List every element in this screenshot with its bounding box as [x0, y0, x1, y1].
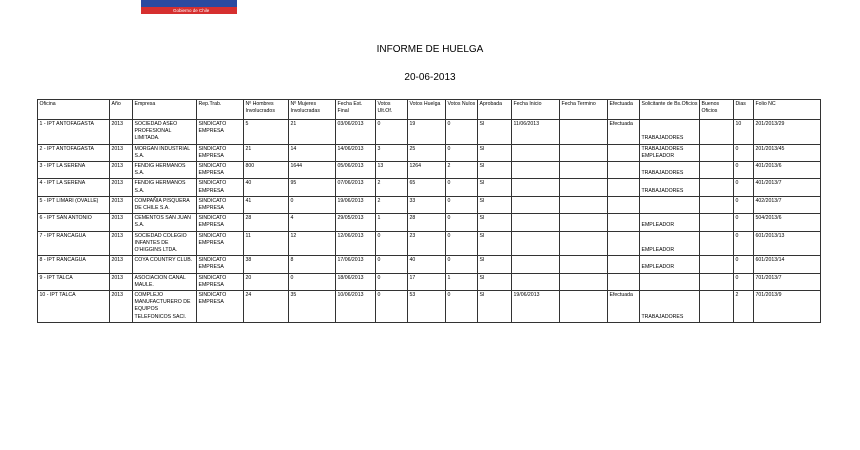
table-cell: 28	[408, 214, 446, 231]
table-cell	[560, 196, 608, 213]
table-cell: 17/06/2013	[336, 256, 376, 273]
table-cell	[512, 196, 560, 213]
table-cell: SINDICATO EMPRESA	[197, 144, 244, 161]
table-cell: 21	[289, 120, 336, 145]
table-cell: 8 - IPT RANCAGUA	[38, 256, 110, 273]
table-cell: 95	[289, 179, 336, 196]
table-cell: 0	[289, 196, 336, 213]
table-cell	[560, 273, 608, 290]
table-cell: 53	[408, 291, 446, 323]
column-header: Solicitante de Bs.Oficios	[640, 100, 700, 120]
table-cell	[608, 162, 640, 179]
table-cell	[700, 273, 734, 290]
table-header-row	[38, 100, 821, 120]
table-cell: 0	[376, 256, 408, 273]
table-cell: EMPLEADOR	[640, 256, 700, 273]
table-cell: 07/06/2013	[336, 179, 376, 196]
table-cell: COMPAÑIA PISQUERA DE CHILE S.A.	[133, 196, 197, 213]
table-cell	[608, 196, 640, 213]
table-cell: SI	[478, 214, 512, 231]
table-row	[38, 231, 821, 256]
table-cell: SI	[478, 196, 512, 213]
table-cell: 2013	[110, 144, 133, 161]
table-cell: 0	[446, 256, 478, 273]
column-header: Votos Huelga	[408, 100, 446, 120]
logo-blue-band	[141, 0, 237, 7]
table-cell: SI	[478, 144, 512, 161]
table-cell	[640, 273, 700, 290]
table-cell: 0	[376, 120, 408, 145]
table-cell: 9 - IPT TALCA	[38, 273, 110, 290]
table-cell: 601/2013/14	[754, 256, 821, 273]
table-cell: COMPLEJO MANUFACTURERO DE EQUIPOS TELEFONICOS SACI.	[133, 291, 197, 323]
table-cell: 0	[734, 179, 754, 196]
table-cell: 0	[734, 196, 754, 213]
table-row	[38, 144, 821, 161]
column-header: Nº Mujeres Involucradas	[289, 100, 336, 120]
table-cell: FENDIG HERMANOS S.A.	[133, 162, 197, 179]
table-cell: FENDIG HERMANOS S.A.	[133, 179, 197, 196]
column-header: Folio NC	[754, 100, 821, 120]
table-cell	[512, 144, 560, 161]
table-cell: 5	[244, 120, 289, 145]
table-cell: SI	[478, 291, 512, 323]
table-cell: 13	[376, 162, 408, 179]
table-cell	[700, 231, 734, 256]
table-cell: 0	[734, 231, 754, 256]
report-date: 20-06-2013	[404, 72, 456, 83]
gobierno-logo	[141, 0, 237, 14]
table-cell: 1 - IPT ANTOFAGASTA	[38, 120, 110, 145]
table-cell: 6 - IPT SAN ANTONIO	[38, 214, 110, 231]
table-cell	[608, 179, 640, 196]
table-cell: TRABAJADORES	[640, 291, 700, 323]
table-row	[38, 256, 821, 273]
table-cell: 1264	[408, 162, 446, 179]
table-cell: SI	[478, 273, 512, 290]
table-cell	[700, 162, 734, 179]
table-cell: 41	[244, 196, 289, 213]
table-cell: Efectuada	[608, 291, 640, 323]
table-cell: 7 - IPT RANCAGUA	[38, 231, 110, 256]
table-cell	[700, 291, 734, 323]
table-cell: 0	[446, 231, 478, 256]
table-cell	[512, 273, 560, 290]
table-cell	[512, 179, 560, 196]
table-cell	[560, 162, 608, 179]
table-cell: 0	[734, 256, 754, 273]
table-cell: 18/06/2013	[336, 273, 376, 290]
table-cell: 201/2013/45	[754, 144, 821, 161]
table-cell: 65	[408, 179, 446, 196]
table-cell: 24	[244, 291, 289, 323]
table-cell: 3 - IPT LA SERENA	[38, 162, 110, 179]
column-header: Buenos Oficios	[700, 100, 734, 120]
table-cell: 0	[446, 120, 478, 145]
table-row	[38, 291, 821, 323]
table-cell: 2013	[110, 273, 133, 290]
table-cell: 21	[244, 144, 289, 161]
table-cell: 0	[446, 144, 478, 161]
table-cell: 201/2013/29	[754, 120, 821, 145]
table-cell: SI	[478, 256, 512, 273]
table-cell: 1644	[289, 162, 336, 179]
table-cell: TRABAJADORES	[640, 162, 700, 179]
table-cell	[700, 196, 734, 213]
table-cell: 2013	[110, 231, 133, 256]
table-cell: 701/2013/7	[754, 273, 821, 290]
table-cell: 0	[446, 214, 478, 231]
table-cell: 0	[734, 214, 754, 231]
table-cell: SINDICATO EMPRESA	[197, 291, 244, 323]
table-cell: 0	[376, 273, 408, 290]
table-cell: 2013	[110, 179, 133, 196]
table-cell: 14	[289, 144, 336, 161]
table-cell: SI	[478, 179, 512, 196]
column-header: Votos Ult.Of.	[376, 100, 408, 120]
table-cell: 8	[289, 256, 336, 273]
table-cell: 601/2013/13	[754, 231, 821, 256]
table-cell	[608, 256, 640, 273]
table-cell: SINDICATO EMPRESA	[197, 179, 244, 196]
table-cell: 504/2013/6	[754, 214, 821, 231]
table-cell	[608, 231, 640, 256]
table-cell: COYA COUNTRY CLUB.	[133, 256, 197, 273]
table-cell: 0	[734, 273, 754, 290]
table-cell	[512, 231, 560, 256]
table-cell	[700, 214, 734, 231]
table-cell: 23	[408, 231, 446, 256]
table-cell: 40	[408, 256, 446, 273]
table-cell	[560, 231, 608, 256]
table-cell: TRABAJADORES EMPLEADOR	[640, 144, 700, 161]
table-cell: 2013	[110, 256, 133, 273]
table-cell	[608, 214, 640, 231]
table-cell: 19	[408, 120, 446, 145]
table-cell: 11/06/2013	[512, 120, 560, 145]
table-cell: SI	[478, 162, 512, 179]
table-row	[38, 120, 821, 145]
table-cell: 19/06/2013	[512, 291, 560, 323]
table-cell: MORGAN INDUSTRIAL S.A.	[133, 144, 197, 161]
table-cell: 0	[446, 196, 478, 213]
table-cell: 14/06/2013	[336, 144, 376, 161]
table-cell: 1	[446, 273, 478, 290]
table-cell	[700, 144, 734, 161]
table-cell: 5 - IPT LIMARI (OVALLE)	[38, 196, 110, 213]
table-cell: 4 - IPT LA SERENA	[38, 179, 110, 196]
table-cell: 0	[376, 231, 408, 256]
table-cell: 28	[244, 214, 289, 231]
table-cell: 0	[734, 162, 754, 179]
table-cell: 401/2013/6	[754, 162, 821, 179]
table-cell: SINDICATO EMPRESA	[197, 120, 244, 145]
strike-report-table	[37, 99, 821, 323]
table-cell: 2013	[110, 120, 133, 145]
table-cell: 03/06/2013	[336, 120, 376, 145]
table-cell: 1	[376, 214, 408, 231]
table-cell: CEMENTOS SAN JUAN S.A.	[133, 214, 197, 231]
table-cell: 10 - IPT TALCA	[38, 291, 110, 323]
table-cell	[560, 179, 608, 196]
table-cell	[560, 214, 608, 231]
table-cell: 10	[734, 120, 754, 145]
report-title: INFORME DE HUELGA	[376, 44, 484, 55]
table-row	[38, 179, 821, 196]
table-cell: 402/2013/7	[754, 196, 821, 213]
table-cell: 2013	[110, 196, 133, 213]
table-cell	[608, 273, 640, 290]
table-cell: 11	[244, 231, 289, 256]
table-cell: SINDICATO EMPRESA	[197, 231, 244, 256]
table-cell: SOCIEDAD ASEO PROFESIONAL LIMITADA.	[133, 120, 197, 145]
table-cell: 40	[244, 179, 289, 196]
column-header: Fecha Inicio	[512, 100, 560, 120]
table-cell	[640, 196, 700, 213]
table-cell	[560, 256, 608, 273]
table-cell: 35	[289, 291, 336, 323]
table-cell	[700, 179, 734, 196]
table-cell: SINDICATO EMPRESA	[197, 273, 244, 290]
table-cell	[608, 144, 640, 161]
table-cell: 17	[408, 273, 446, 290]
column-header: Fecha Est. Final	[336, 100, 376, 120]
table-cell: 20	[244, 273, 289, 290]
table-cell: 0	[289, 273, 336, 290]
table-row	[38, 196, 821, 213]
table-cell: 19/06/2013	[336, 196, 376, 213]
table-cell: TRABAJADORES	[640, 120, 700, 145]
table-cell: 0	[376, 291, 408, 323]
table-cell: ASOCIACION CANAL MAULE.	[133, 273, 197, 290]
table-cell: 33	[408, 196, 446, 213]
table-cell: 12/06/2013	[336, 231, 376, 256]
table-cell: SINDICATO EMPRESA	[197, 196, 244, 213]
table-cell	[512, 214, 560, 231]
table-cell: 2 - IPT ANTOFAGASTA	[38, 144, 110, 161]
column-header: Fecha Termino	[560, 100, 608, 120]
table-cell: 2013	[110, 214, 133, 231]
table-cell: 0	[734, 144, 754, 161]
column-header: Año	[110, 100, 133, 120]
table-row	[38, 273, 821, 290]
table-cell	[700, 120, 734, 145]
table-cell: SI	[478, 120, 512, 145]
table-cell	[512, 162, 560, 179]
table-cell: 2013	[110, 162, 133, 179]
column-header: Votos Nulos	[446, 100, 478, 120]
table-cell: SINDICATO EMPRESA	[197, 162, 244, 179]
table-cell: Efectuada	[608, 120, 640, 145]
table-cell: 0	[446, 179, 478, 196]
table-cell: 05/06/2013	[336, 162, 376, 179]
table-cell	[512, 256, 560, 273]
logo-text: Gobierno de Chile	[141, 7, 237, 14]
table-cell: 10/06/2013	[336, 291, 376, 323]
column-header: Nº Hombres Involucrados	[244, 100, 289, 120]
column-header: Oficina	[38, 100, 110, 120]
table-cell: EMPLEADOR	[640, 214, 700, 231]
table-cell: 2	[734, 291, 754, 323]
table-cell: SINDICATO EMPRESA	[197, 214, 244, 231]
table-cell: 2	[376, 179, 408, 196]
table-cell: SI	[478, 231, 512, 256]
table-cell: 12	[289, 231, 336, 256]
table-row	[38, 214, 821, 231]
table-cell: SOCIEDAD COLEGIO INFANTES DE O'HIGGINS LTDA.	[133, 231, 197, 256]
table-cell: EMPLEADOR	[640, 231, 700, 256]
table-cell: 2	[376, 196, 408, 213]
column-header: Empresa	[133, 100, 197, 120]
table-cell	[700, 256, 734, 273]
table-cell: 29/05/2013	[336, 214, 376, 231]
column-header: Efectuada	[608, 100, 640, 120]
table-cell: 38	[244, 256, 289, 273]
table-cell: 2013	[110, 291, 133, 323]
table-cell: 800	[244, 162, 289, 179]
table-cell: SINDICATO EMPRESA	[197, 256, 244, 273]
table-cell	[560, 291, 608, 323]
table-cell	[560, 144, 608, 161]
column-header: Dias	[734, 100, 754, 120]
table-cell	[560, 120, 608, 145]
column-header: Rep.Trab.	[197, 100, 244, 120]
table-cell: 4	[289, 214, 336, 231]
table-cell: 0	[446, 291, 478, 323]
table-cell: 401/2013/7	[754, 179, 821, 196]
column-header: Aprobada	[478, 100, 512, 120]
table-cell: TRABAJADORES	[640, 179, 700, 196]
table-cell: 2	[446, 162, 478, 179]
table-row	[38, 162, 821, 179]
table-cell: 701/2013/9	[754, 291, 821, 323]
table-cell: 3	[376, 144, 408, 161]
table-cell: 25	[408, 144, 446, 161]
